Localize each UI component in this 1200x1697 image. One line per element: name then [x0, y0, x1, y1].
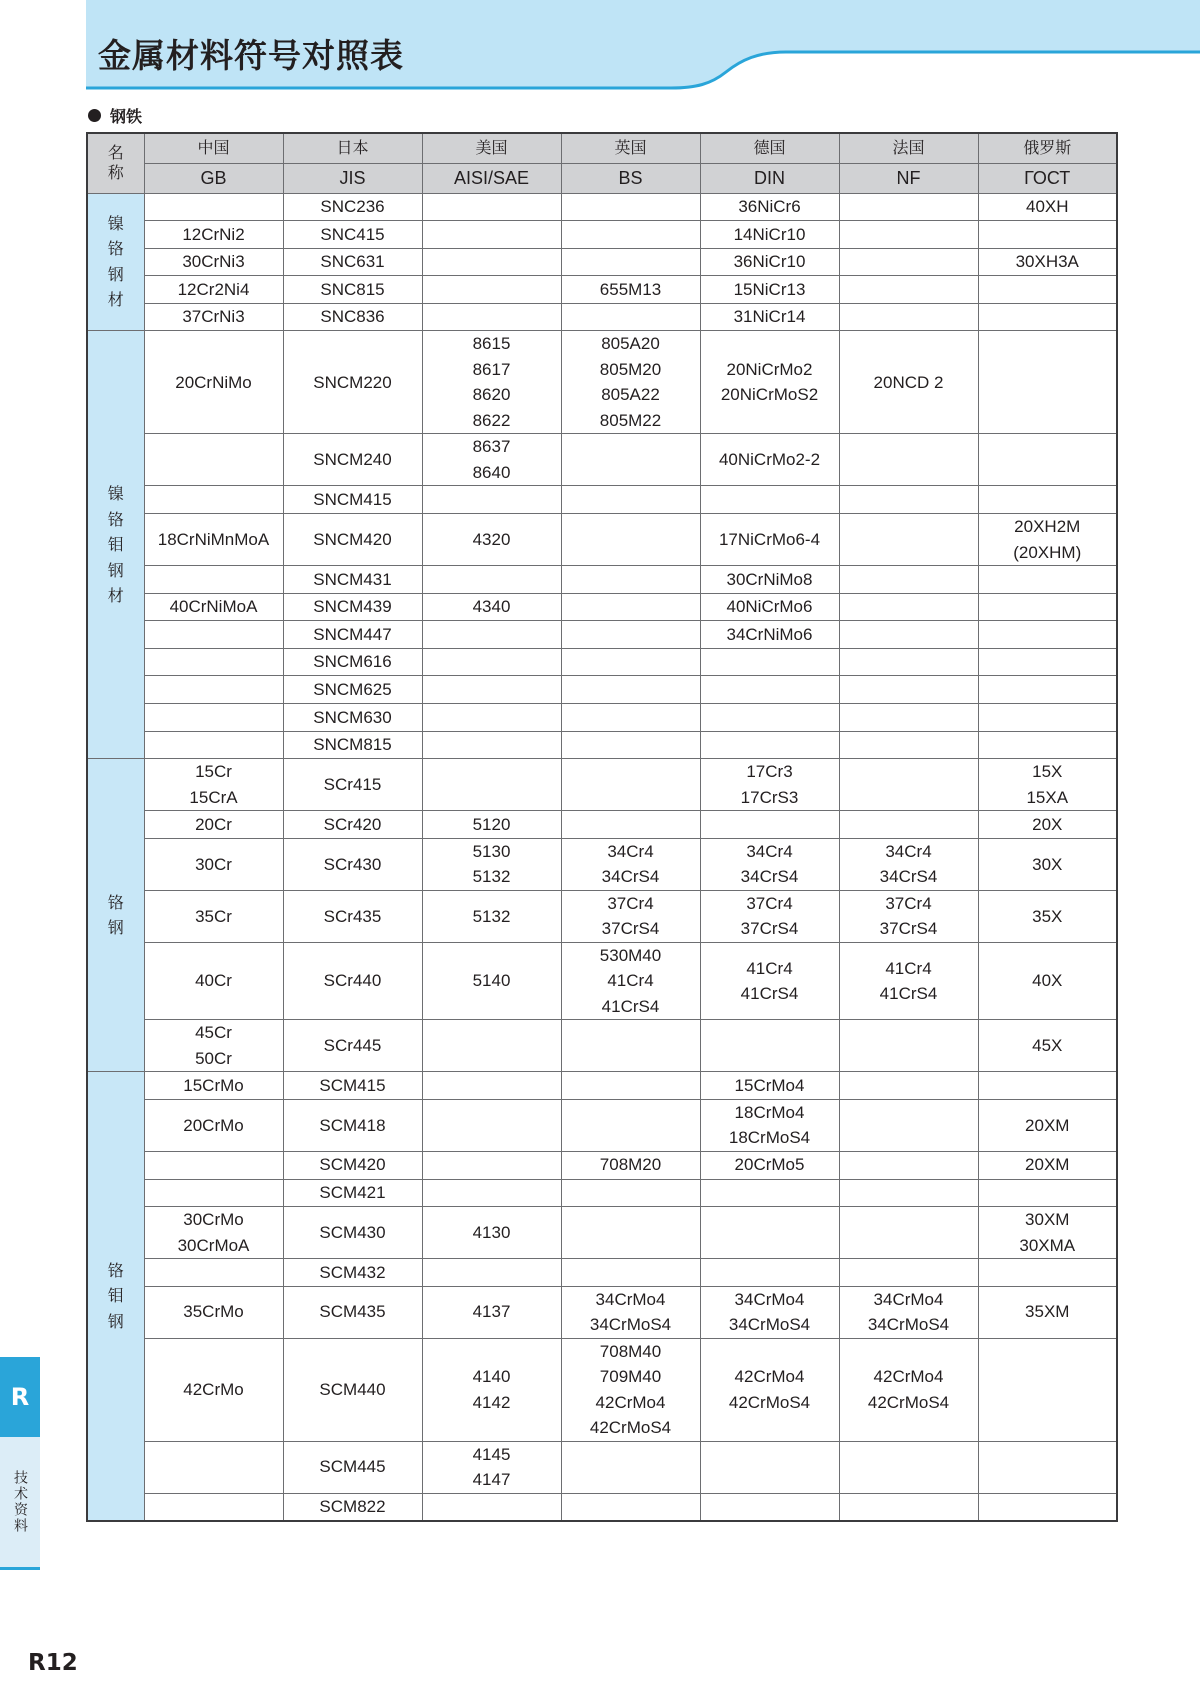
table-cell: [561, 704, 700, 732]
table-row: [87, 648, 1117, 676]
table-cell: [561, 486, 700, 514]
country-header: 法国: [839, 133, 978, 163]
table-row: [87, 759, 1117, 811]
table-cell: SCr430: [283, 838, 422, 890]
table-cell: 17Cr3 17CrS3: [700, 759, 839, 811]
table-cell: 8637 8640: [422, 434, 561, 486]
table-cell: [422, 1179, 561, 1207]
table-cell: SCM420: [283, 1151, 422, 1179]
table-cell: [144, 676, 283, 704]
table-cell: [700, 486, 839, 514]
table-cell: SCM415: [283, 1072, 422, 1100]
table-cell: [422, 1493, 561, 1521]
table-cell: 15CrMo4: [700, 1072, 839, 1100]
table-row: [87, 1493, 1117, 1521]
table-cell: [144, 193, 283, 221]
table-cell: [978, 704, 1117, 732]
table-cell: [144, 566, 283, 594]
table-body: [87, 193, 1117, 1521]
country-header: 中国: [144, 133, 283, 163]
table-cell: [561, 593, 700, 621]
table-cell: [561, 1207, 700, 1259]
table-cell: [839, 1020, 978, 1072]
table-cell: 4320: [422, 514, 561, 566]
table-cell: [839, 193, 978, 221]
table-cell: 40NiCrMo6: [700, 593, 839, 621]
table-cell: 30CrMo 30CrMoA: [144, 1207, 283, 1259]
table-cell: 20NCD 2: [839, 331, 978, 434]
table-cell: SCM435: [283, 1286, 422, 1338]
table-cell: 37Cr4 37CrS4: [839, 890, 978, 942]
table-cell: SNCM616: [283, 648, 422, 676]
group-name: 铬钼钢: [107, 1260, 124, 1331]
table-cell: [561, 676, 700, 704]
table-cell: 20NiCrMo2 20NiCrMoS2: [700, 331, 839, 434]
table-cell: [700, 1259, 839, 1287]
chapter-label-text: 技术资料: [12, 1470, 28, 1534]
table-cell: [144, 1179, 283, 1207]
table-cell: [978, 676, 1117, 704]
table-cell: [700, 1441, 839, 1493]
table-row: [87, 486, 1117, 514]
table-cell: 15NiCr13: [700, 276, 839, 304]
table-cell: [839, 1259, 978, 1287]
table-cell: [144, 1151, 283, 1179]
table-cell: [700, 731, 839, 759]
table-cell: [978, 1338, 1117, 1441]
table-cell: 40Cr: [144, 942, 283, 1020]
group-name-cell: [87, 331, 144, 759]
table-cell: 34Cr4 34CrS4: [839, 838, 978, 890]
table-cell: SCM421: [283, 1179, 422, 1207]
table-row: [87, 331, 1117, 434]
table-cell: [144, 648, 283, 676]
table-cell: [561, 303, 700, 331]
group-name: 镍铬钼钢材: [107, 484, 124, 606]
table-cell: [422, 566, 561, 594]
table-cell: [422, 1259, 561, 1287]
table-row: [87, 434, 1117, 486]
table-cell: 30CrNiMo8: [700, 566, 839, 594]
table-row: [87, 838, 1117, 890]
table-cell: 20XM: [978, 1151, 1117, 1179]
table-cell: [561, 514, 700, 566]
table-cell: 708M20: [561, 1151, 700, 1179]
table-cell: 42CrMo4 42CrMoS4: [839, 1338, 978, 1441]
table-cell: [422, 1072, 561, 1100]
table-cell: 30X: [978, 838, 1117, 890]
country-header: 美国: [422, 133, 561, 163]
table-cell: [422, 648, 561, 676]
table-cell: [422, 193, 561, 221]
table-cell: 34CrNiMo6: [700, 621, 839, 649]
standard-code-header: AISI/SAE: [422, 163, 561, 193]
table-cell: [700, 704, 839, 732]
table-cell: [144, 621, 283, 649]
table-cell: SNCM220: [283, 331, 422, 434]
table-cell: 5140: [422, 942, 561, 1020]
chapter-label: [0, 1437, 40, 1570]
table-cell: 35Cr: [144, 890, 283, 942]
standard-code-header: JIS: [283, 163, 422, 193]
table-cell: [978, 276, 1117, 304]
table-cell: [422, 248, 561, 276]
table-cell: [422, 303, 561, 331]
table-cell: [839, 566, 978, 594]
page-number: R12: [28, 1650, 78, 1676]
table-cell: [978, 1493, 1117, 1521]
table-cell: [839, 621, 978, 649]
table-cell: [561, 1179, 700, 1207]
country-header: 英国: [561, 133, 700, 163]
table-row: [87, 193, 1117, 221]
table-cell: 20XH2M (20XHM): [978, 514, 1117, 566]
table-cell: [978, 731, 1117, 759]
table-cell: SNCM815: [283, 731, 422, 759]
table-cell: 34CrMo4 34CrMoS4: [839, 1286, 978, 1338]
table-cell: [978, 648, 1117, 676]
table-cell: SNC415: [283, 221, 422, 249]
table-cell: 40NiCrMo2-2: [700, 434, 839, 486]
table-cell: SCr440: [283, 942, 422, 1020]
table-cell: [561, 759, 700, 811]
table-cell: [144, 486, 283, 514]
table-cell: 45Cr 50Cr: [144, 1020, 283, 1072]
table-cell: 18CrNiMnMoA: [144, 514, 283, 566]
table-cell: 35X: [978, 890, 1117, 942]
section-heading-text: 钢铁: [110, 107, 143, 126]
table-cell: [839, 221, 978, 249]
table-cell: [561, 731, 700, 759]
table-cell: [144, 1441, 283, 1493]
table-cell: 37CrNi3: [144, 303, 283, 331]
table-cell: 40CrNiMoA: [144, 593, 283, 621]
standard-code-header: DIN: [700, 163, 839, 193]
table-cell: 40XH: [978, 193, 1117, 221]
table-cell: [700, 1207, 839, 1259]
table-cell: [561, 193, 700, 221]
table-cell: [978, 434, 1117, 486]
table-cell: [839, 1151, 978, 1179]
table-cell: SCM440: [283, 1338, 422, 1441]
table-row: [87, 1020, 1117, 1072]
table-row: [87, 221, 1117, 249]
table-cell: 20CrMo5: [700, 1151, 839, 1179]
table-cell: [839, 1207, 978, 1259]
table-cell: 36NiCr6: [700, 193, 839, 221]
table-cell: 34CrMo4 34CrMoS4: [700, 1286, 839, 1338]
table-cell: [422, 621, 561, 649]
table-cell: [700, 1020, 839, 1072]
table-cell: [839, 593, 978, 621]
table-cell: 12CrNi2: [144, 221, 283, 249]
table-cell: [561, 1020, 700, 1072]
table-cell: [839, 1441, 978, 1493]
table-cell: 20X: [978, 811, 1117, 839]
material-table: [86, 132, 1118, 1522]
table-cell: [561, 621, 700, 649]
table-cell: [839, 276, 978, 304]
table-cell: [144, 704, 283, 732]
table-cell: 41Cr4 41CrS4: [700, 942, 839, 1020]
table-row: [87, 1338, 1117, 1441]
table-cell: 35XM: [978, 1286, 1117, 1338]
table-row: [87, 1259, 1117, 1287]
table-cell: [978, 621, 1117, 649]
table-cell: [561, 221, 700, 249]
table-row: [87, 276, 1117, 304]
group-name: 铬钢: [107, 892, 124, 938]
table-row: [87, 621, 1117, 649]
table-row: [87, 1151, 1117, 1179]
table-cell: [839, 759, 978, 811]
table-cell: [978, 566, 1117, 594]
name-header-text: 名称: [107, 143, 124, 183]
table-cell: SCr445: [283, 1020, 422, 1072]
table-cell: [144, 731, 283, 759]
table-cell: [561, 434, 700, 486]
table-cell: [978, 221, 1117, 249]
table-cell: 5132: [422, 890, 561, 942]
table-cell: [422, 1020, 561, 1072]
table-cell: 15Cr 15CrA: [144, 759, 283, 811]
table-row: [87, 566, 1117, 594]
table-row: [87, 1441, 1117, 1493]
table-cell: [839, 303, 978, 331]
table-row: [87, 676, 1117, 704]
table-cell: [700, 811, 839, 839]
table-cell: 12Cr2Ni4: [144, 276, 283, 304]
table-cell: [839, 811, 978, 839]
table-cell: SNCM625: [283, 676, 422, 704]
table-cell: SNC836: [283, 303, 422, 331]
table-cell: [561, 248, 700, 276]
table-cell: SCM432: [283, 1259, 422, 1287]
table-cell: 41Cr4 41CrS4: [839, 942, 978, 1020]
table-cell: [700, 1493, 839, 1521]
table-cell: [839, 1179, 978, 1207]
table-cell: 42CrMo: [144, 1338, 283, 1441]
table-cell: [422, 704, 561, 732]
table-cell: SNCM447: [283, 621, 422, 649]
table-cell: SCM445: [283, 1441, 422, 1493]
table-cell: [561, 566, 700, 594]
table-cell: 18CrMo4 18CrMoS4: [700, 1099, 839, 1151]
table-cell: 34Cr4 34CrS4: [561, 838, 700, 890]
table-cell: 31NiCr14: [700, 303, 839, 331]
standard-code-header: NF: [839, 163, 978, 193]
table-cell: SNCM630: [283, 704, 422, 732]
table-cell: [978, 1072, 1117, 1100]
table-cell: [561, 811, 700, 839]
table-row: [87, 303, 1117, 331]
section-heading: [88, 104, 142, 127]
table-cell: 4340: [422, 593, 561, 621]
table-cell: [700, 676, 839, 704]
table-cell: [561, 648, 700, 676]
table-cell: 4140 4142: [422, 1338, 561, 1441]
standard-code-header: ГОСТ: [978, 163, 1117, 193]
table-cell: 35CrMo: [144, 1286, 283, 1338]
table-cell: 37Cr4 37CrS4: [561, 890, 700, 942]
group-name-cell: [87, 1072, 144, 1521]
table-header: [87, 133, 1117, 193]
table-cell: [144, 1259, 283, 1287]
table-cell: [839, 514, 978, 566]
table-cell: SCr420: [283, 811, 422, 839]
table-cell: [422, 1151, 561, 1179]
table-cell: SCM430: [283, 1207, 422, 1259]
table-cell: [839, 1493, 978, 1521]
table-cell: 708M40 709M40 42CrMo4 42CrMoS4: [561, 1338, 700, 1441]
table-cell: 4137: [422, 1286, 561, 1338]
table-row: [87, 942, 1117, 1020]
table-cell: [422, 1099, 561, 1151]
table-cell: SNC631: [283, 248, 422, 276]
table-cell: [978, 1179, 1117, 1207]
table-cell: [561, 1099, 700, 1151]
table-cell: 14NiCr10: [700, 221, 839, 249]
table-cell: [422, 486, 561, 514]
table-cell: 45X: [978, 1020, 1117, 1072]
table-cell: [978, 1259, 1117, 1287]
table-cell: SCr435: [283, 890, 422, 942]
table-cell: [839, 1072, 978, 1100]
table-cell: [422, 221, 561, 249]
table-cell: SNCM439: [283, 593, 422, 621]
table-cell: [144, 434, 283, 486]
table-cell: 655M13: [561, 276, 700, 304]
table-cell: [839, 731, 978, 759]
table-cell: [561, 1259, 700, 1287]
table-cell: [144, 1493, 283, 1521]
table-row: [87, 514, 1117, 566]
table-cell: 20Cr: [144, 811, 283, 839]
table-row: [87, 890, 1117, 942]
table-cell: SNC236: [283, 193, 422, 221]
table-cell: 30XH3A: [978, 248, 1117, 276]
table-cell: [561, 1493, 700, 1521]
table-cell: SNCM420: [283, 514, 422, 566]
table-cell: 34CrMo4 34CrMoS4: [561, 1286, 700, 1338]
table-cell: 34Cr4 34CrS4: [700, 838, 839, 890]
table-row: [87, 704, 1117, 732]
table-cell: [839, 248, 978, 276]
table-cell: [561, 1072, 700, 1100]
chapter-tab-letter: R: [10, 1383, 30, 1411]
country-header: 德国: [700, 133, 839, 163]
table-cell: 20CrNiMo: [144, 331, 283, 434]
table-row: [87, 811, 1117, 839]
table-cell: [700, 648, 839, 676]
table-cell: SNCM415: [283, 486, 422, 514]
table-cell: [978, 486, 1117, 514]
table-cell: 8615 8617 8620 8622: [422, 331, 561, 434]
standard-code-header: GB: [144, 163, 283, 193]
table-cell: 15CrMo: [144, 1072, 283, 1100]
table-cell: [561, 1441, 700, 1493]
table-cell: [422, 759, 561, 811]
table-cell: [422, 731, 561, 759]
table-cell: [839, 1099, 978, 1151]
table-cell: 20CrMo: [144, 1099, 283, 1151]
table-cell: [839, 648, 978, 676]
bullet-icon: [88, 109, 101, 122]
table-cell: SNCM240: [283, 434, 422, 486]
name-column-header: [87, 133, 144, 193]
table-cell: 20XM: [978, 1099, 1117, 1151]
table-cell: 4145 4147: [422, 1441, 561, 1493]
table-cell: 4130: [422, 1207, 561, 1259]
table-cell: 40X: [978, 942, 1117, 1020]
table-cell: 30CrNi3: [144, 248, 283, 276]
table-cell: [839, 704, 978, 732]
group-name-cell: [87, 193, 144, 331]
table-cell: [978, 1441, 1117, 1493]
table-cell: [839, 486, 978, 514]
table-cell: [422, 276, 561, 304]
table-row: [87, 248, 1117, 276]
group-name-cell: [87, 759, 144, 1072]
country-header: 俄罗斯: [978, 133, 1117, 163]
table-row: [87, 1286, 1117, 1338]
table-cell: 42CrMo4 42CrMoS4: [700, 1338, 839, 1441]
table-cell: [978, 331, 1117, 434]
table-row: [87, 1179, 1117, 1207]
table-cell: 5120: [422, 811, 561, 839]
table-cell: SCM822: [283, 1493, 422, 1521]
table-cell: 15X 15XA: [978, 759, 1117, 811]
table-cell: 530M40 41Cr4 41CrS4: [561, 942, 700, 1020]
table-cell: [700, 1179, 839, 1207]
table-cell: 5130 5132: [422, 838, 561, 890]
table-row: [87, 1207, 1117, 1259]
page-title: 金属材料符号对照表: [98, 36, 404, 75]
table-cell: [839, 434, 978, 486]
table-cell: 17NiCrMo6-4: [700, 514, 839, 566]
group-name: 镍铬钢材: [107, 213, 124, 310]
table-cell: [978, 303, 1117, 331]
table-row: [87, 731, 1117, 759]
table-cell: 805A20 805M20 805A22 805M22: [561, 331, 700, 434]
chapter-tab[interactable]: [0, 1357, 40, 1437]
table-cell: 30Cr: [144, 838, 283, 890]
table-cell: SCM418: [283, 1099, 422, 1151]
table-cell: 36NiCr10: [700, 248, 839, 276]
table-cell: 37Cr4 37CrS4: [700, 890, 839, 942]
standard-code-header: BS: [561, 163, 700, 193]
table-cell: SNC815: [283, 276, 422, 304]
country-header: 日本: [283, 133, 422, 163]
table-cell: SCr415: [283, 759, 422, 811]
table-row: [87, 1072, 1117, 1100]
table-cell: [978, 593, 1117, 621]
table-cell: SNCM431: [283, 566, 422, 594]
table-row: [87, 593, 1117, 621]
table-cell: [839, 676, 978, 704]
table-cell: [422, 676, 561, 704]
table-cell: 30XM 30XMA: [978, 1207, 1117, 1259]
table-row: [87, 1099, 1117, 1151]
